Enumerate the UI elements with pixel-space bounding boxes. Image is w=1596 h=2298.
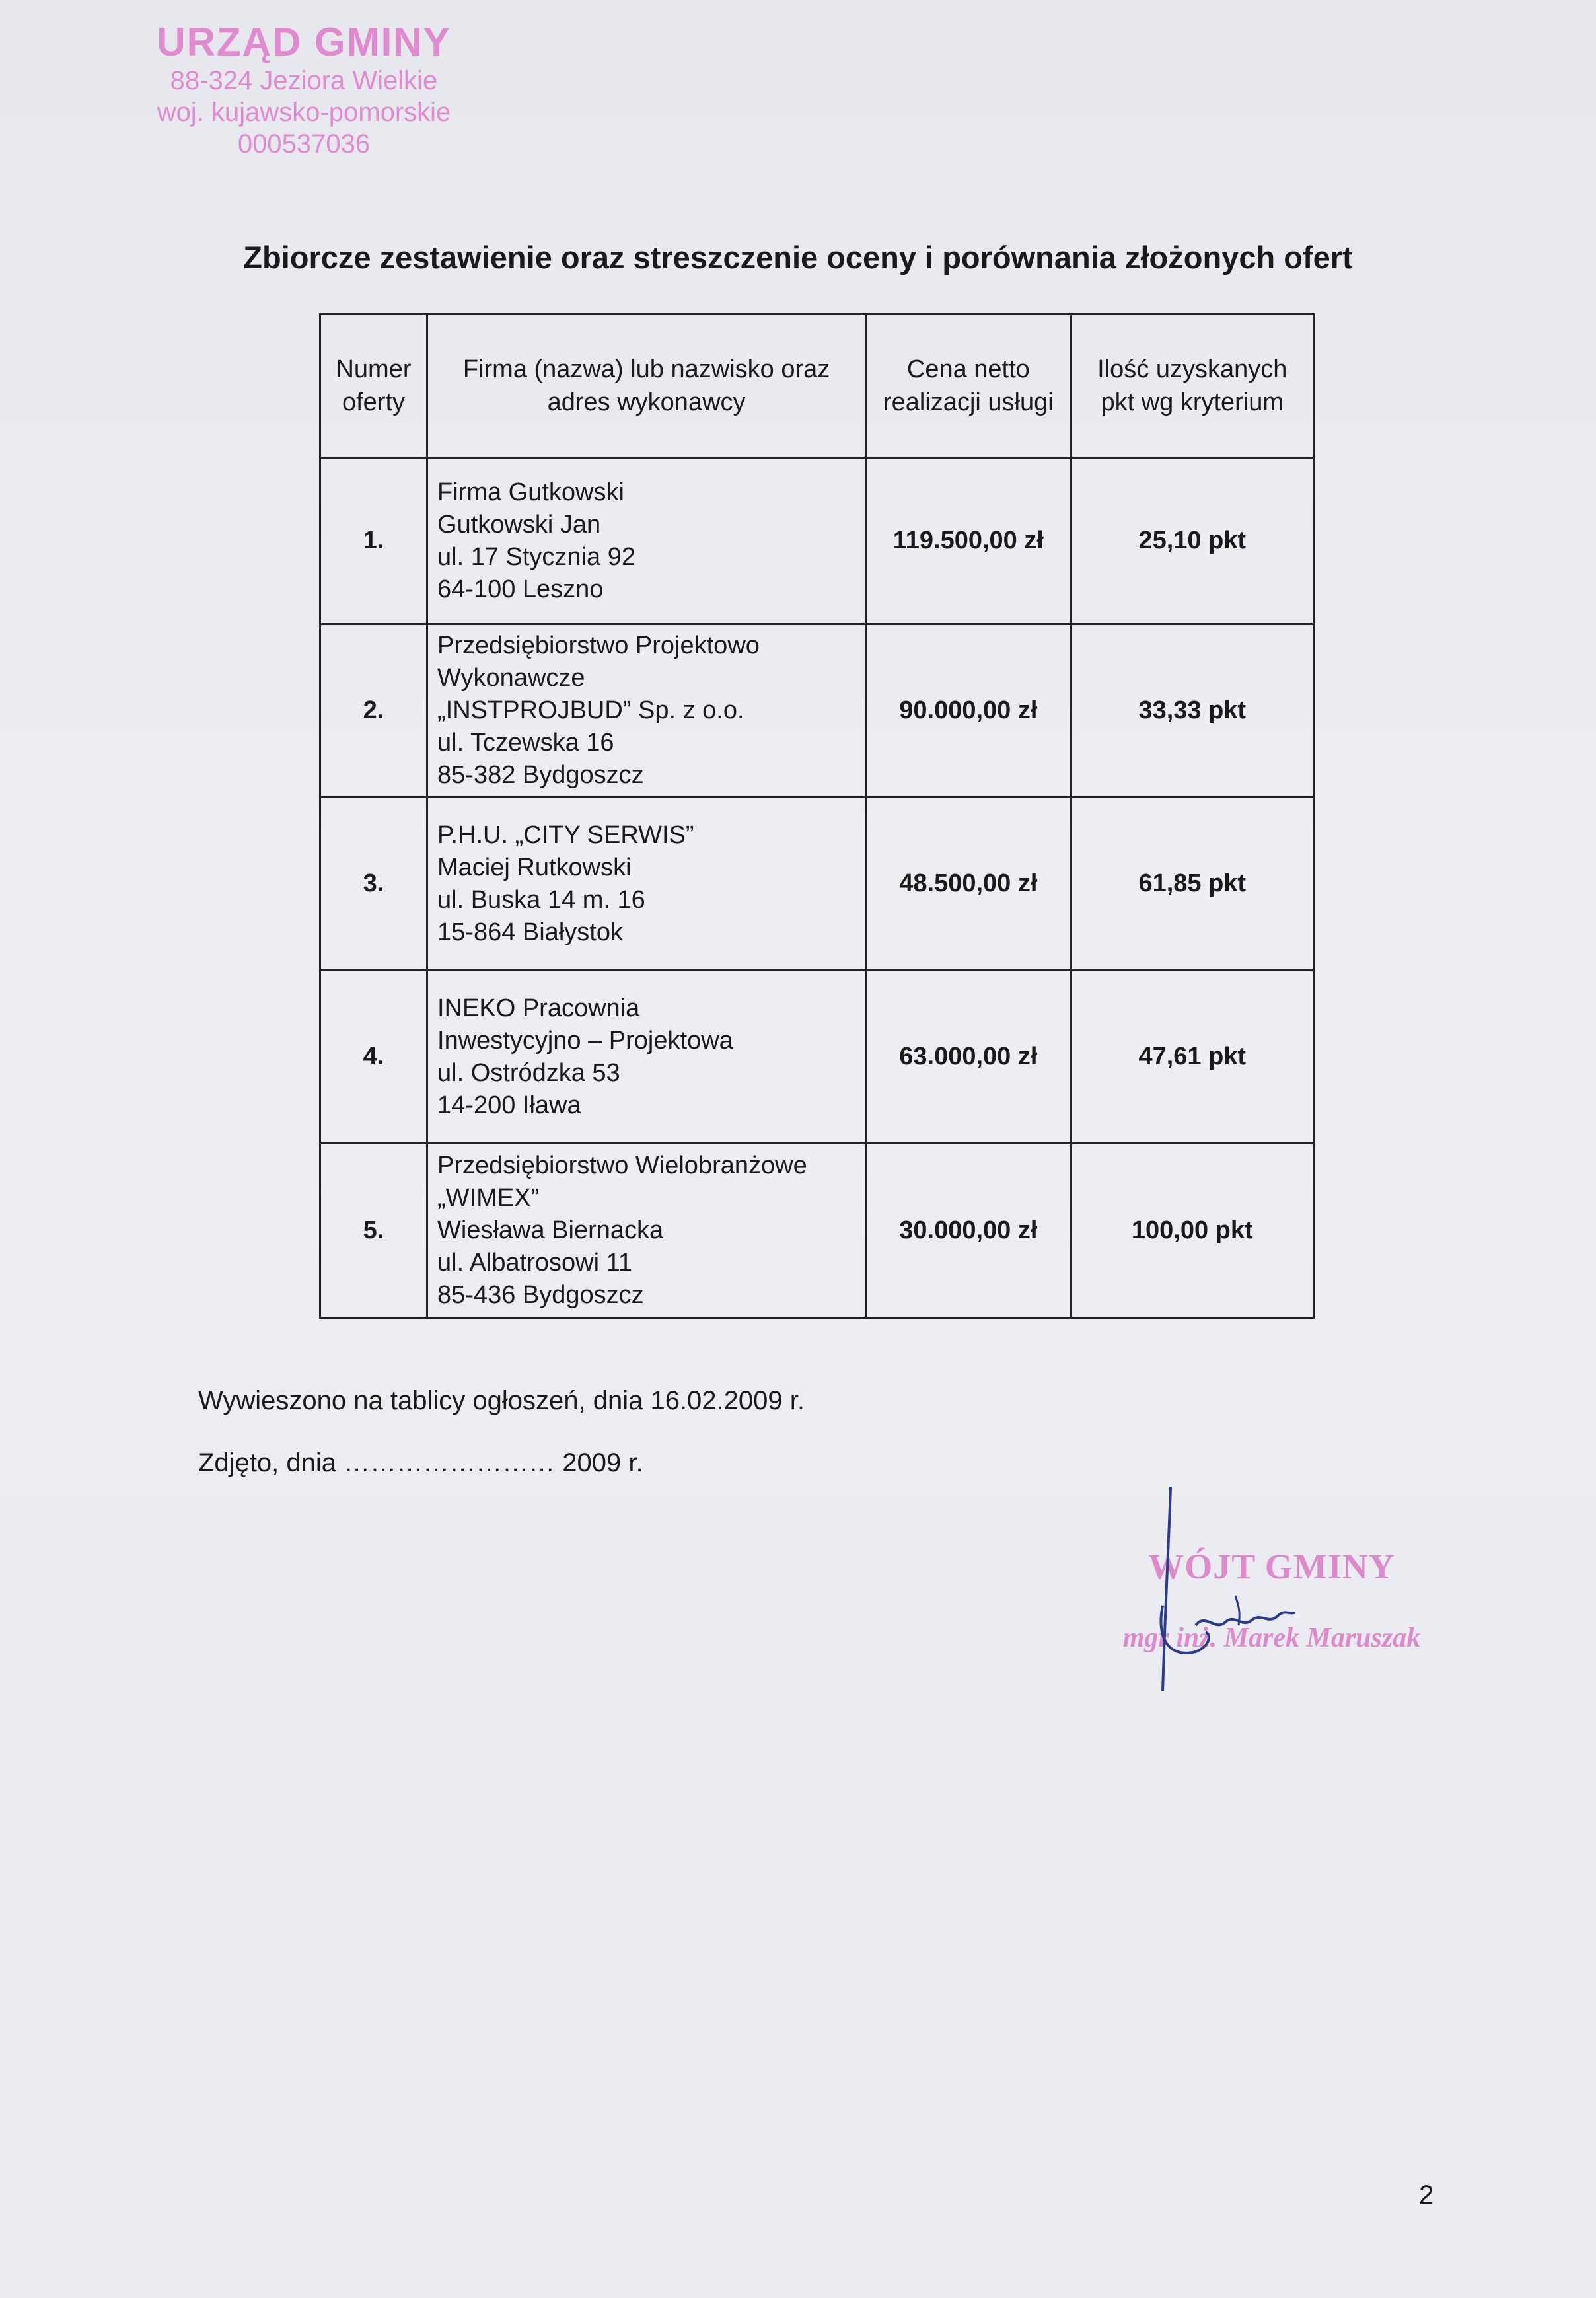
firm-line: ul. Buska 14 m. 16: [437, 885, 645, 914]
header-number-line2: oferty: [342, 389, 406, 416]
firm-line: 64-100 Leszno: [437, 575, 604, 603]
page-number: 2: [1419, 2180, 1434, 2209]
offer-number: 3.: [320, 797, 427, 971]
offer-number: 2.: [320, 624, 427, 797]
offer-points: 25,10 pkt: [1071, 458, 1313, 624]
header-number-line1: Numer: [336, 355, 412, 383]
firm-line: Przedsiębiorstwo Wielobranżowe: [437, 1152, 807, 1179]
firm-line: ul. Tczewska 16: [437, 729, 614, 757]
offer-number: 4.: [320, 971, 427, 1144]
header-price: [866, 315, 1071, 458]
table-row: [320, 624, 1314, 797]
firm-line: P.H.U. „CITY SERWIS”: [437, 821, 694, 849]
signature-name: mgr inż. Marek Maruszak: [1122, 1623, 1421, 1653]
firm-line: INEKO Pracownia: [437, 994, 640, 1022]
firm-line: ul. 17 Stycznia 92: [437, 542, 635, 571]
offer-points: 61,85 pkt: [1071, 797, 1313, 971]
offer-points: 33,33 pkt: [1071, 624, 1313, 797]
stamp-regon: 000537036: [237, 130, 371, 159]
header-points-line1: Ilość uzyskanych: [1097, 355, 1288, 383]
header-price-line2: realizacji usługi: [883, 389, 1054, 416]
offer-rows: [320, 458, 1314, 1318]
header-points-line2: pkt wg kryterium: [1101, 389, 1284, 416]
offer-price: 30.000,00 zł: [866, 1144, 1071, 1318]
firm-line: Maciej Rutkowski: [437, 853, 632, 881]
firm-line: „WIMEX”: [437, 1184, 540, 1212]
offer-firm: [427, 1144, 866, 1318]
header-firm: [427, 315, 866, 458]
posted-note: Wywieszono na tablicy ogłoszeń, dnia 16.02.2009 r.: [198, 1386, 805, 1415]
offers-table: [319, 313, 1315, 1319]
offer-firm: [427, 971, 866, 1144]
signature-role: WÓJT GMINY: [1148, 1547, 1395, 1586]
firm-line: Przedsiębiorstwo Projektowo: [437, 632, 760, 659]
table-row: [320, 1144, 1314, 1318]
offer-price: 63.000,00 zł: [866, 971, 1071, 1144]
offer-number: 1.: [320, 458, 427, 624]
removed-note: Zdjęto, dnia …………………… 2009 r.: [198, 1448, 643, 1477]
firm-line: ul. Ostródzka 53: [437, 1058, 620, 1087]
header-price-line1: Cena netto: [906, 355, 1030, 383]
offer-points: 47,61 pkt: [1071, 971, 1313, 1144]
offer-price: 90.000,00 zł: [866, 624, 1071, 797]
signature-block: [1116, 1546, 1427, 1678]
offer-firm: [427, 624, 866, 797]
firm-line: Inwestycyjno – Projektowa: [437, 1026, 733, 1055]
handwritten-signature: [1097, 1473, 1361, 1711]
header-firm-line2: adres wykonawcy: [547, 389, 746, 416]
firm-line: 15-864 Białystok: [437, 918, 623, 946]
offer-firm: [427, 797, 866, 971]
stamp-address: 88-324 Jeziora Wielkie: [170, 66, 438, 95]
firm-line: 85-382 Bydgoszcz: [437, 761, 644, 789]
offer-price: 119.500,00 zł: [866, 458, 1071, 624]
page-title: Zbiorcze zestawienie oraz streszczenie oceny i porównania złożonych ofert: [243, 240, 1353, 275]
firm-line: Firma Gutkowski: [437, 478, 624, 506]
offer-number: 5.: [320, 1144, 427, 1318]
office-stamp: [99, 20, 509, 160]
stamp-title: URZĄD GMINY: [157, 20, 451, 64]
stamp-region: woj. kujawsko-pomorskie: [157, 98, 451, 127]
firm-line: 85-436 Bydgoszcz: [437, 1281, 644, 1309]
firm-line: Wykonawcze: [437, 664, 585, 692]
table-row: [320, 797, 1314, 971]
firm-line: Gutkowski Jan: [437, 510, 601, 538]
firm-line: „INSTPROJBUD” Sp. z o.o.: [437, 696, 744, 724]
header-firm-line1: Firma (nazwa) lub nazwisko oraz: [462, 355, 830, 383]
offer-points: 100,00 pkt: [1071, 1144, 1313, 1318]
offer-firm: [427, 458, 866, 624]
header-number: [320, 315, 427, 458]
firm-line: Wiesława Biernacka: [437, 1216, 664, 1244]
offer-price: 48.500,00 zł: [866, 797, 1071, 971]
firm-line: ul. Albatrosowi 11: [437, 1249, 633, 1277]
header-points: [1071, 315, 1313, 458]
firm-line: 14-200 Iława: [437, 1091, 581, 1119]
table-header-row: [320, 315, 1314, 458]
table-row: [320, 971, 1314, 1144]
table-row: [320, 458, 1314, 624]
